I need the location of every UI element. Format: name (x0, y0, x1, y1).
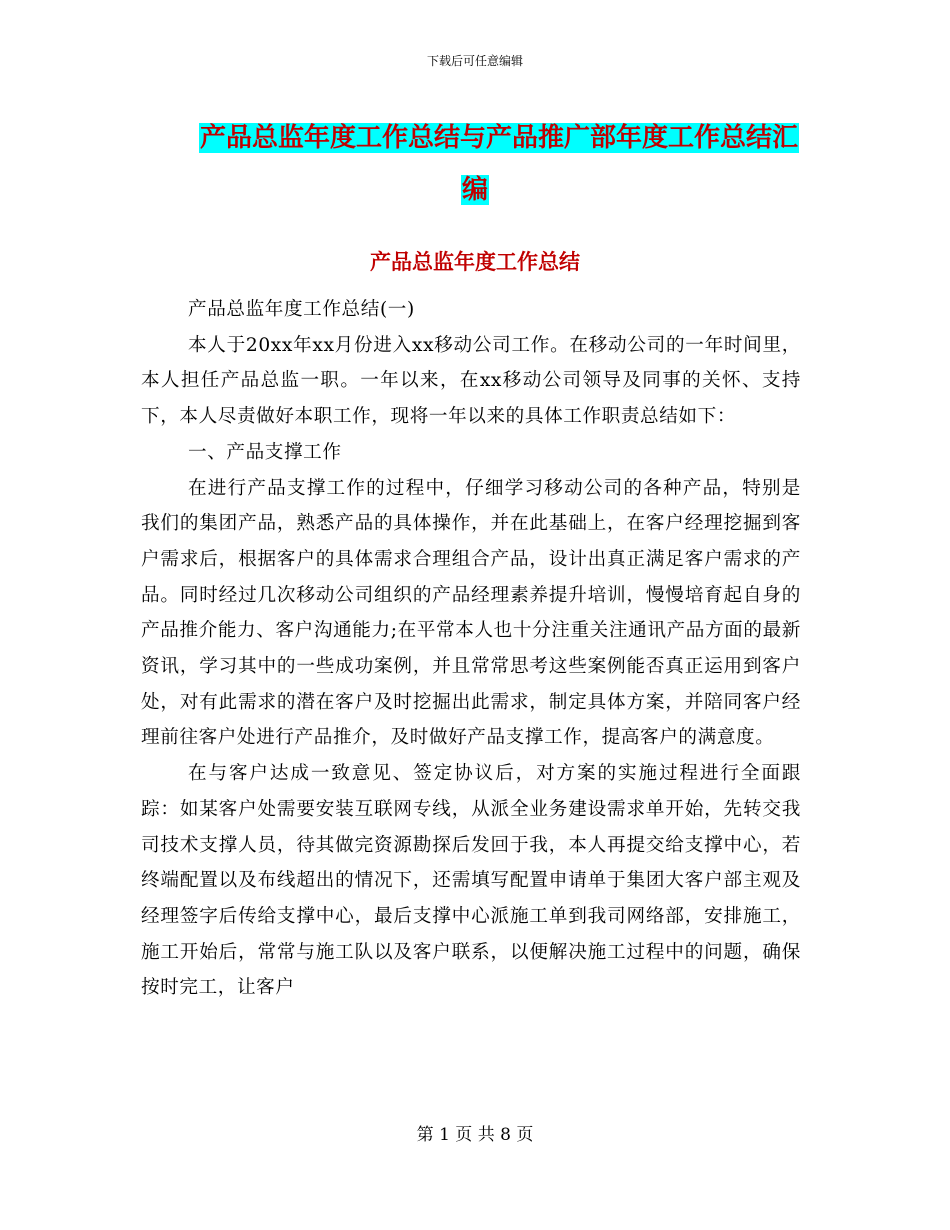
paragraph: 产品总监年度工作总结(一) (188, 299, 415, 320)
section-subtitle: 产品总监年度工作总结 (370, 250, 580, 274)
title-line-1: 产品总监年度工作总结与产品推广部年度工作总结汇 (199, 123, 798, 153)
paragraph: 在与客户达成一致意见、签定协议后，对方案的实施过程进行全面跟踪：如某客户处需要安装互联网专线，从派全业务建设需求单开始，先转交我司技术支撑人员，待其做完资源勘探后发回于我，本人再提交给支撑中心，若终端配置以及布线超出的情况下，还需填写配置申请单于集团大客户部主观及经理签字后传给支撑中心，最后支撑中心派施工单到我司网络部，安排施工，施工开始后，常常与施工队以及客户联系，以便解决施工过程中的问题，确保按时完工，让客户 (141, 763, 801, 999)
paragraph: 本人于20xx年xx月份进入xx移动公司工作。在移动公司的一年时间里，本人担任产品总监一职。一年以来，在xx移动公司领导及同事的关怀、支持下，本人尽责做好本职工作，现将一年以来的具体工作职责总结如下： (141, 334, 801, 428)
document-title (0, 112, 950, 216)
paragraph: 在进行产品支撑工作的过程中，仔细学习移动公司的各种产品，特别是我们的集团产品，熟悉产品的具体操作，并在此基础上，在客户经理挖掘到客户需求后，根据客户的具体需求合理组合产品，设计出真正满足客户需求的产品。同时经过几次移动公司组织的产品经理素养提升培训，慢慢培育起自身的产品推介能力、客户沟通能力;在平常本人也十分注重关注通讯产品方面的最新资讯，学习其中的一些成功案例，并且常常思考这些案例能否真正运用到客户处，对有此需求的潜在客户及时挖掘出此需求，制定具体方案，并陪同客户经理前往客户处进行产品推介，及时做好产品支撑工作，提高客户的满意度。 (141, 477, 801, 749)
page-footer: 第 1 页 共 8 页 (416, 1125, 534, 1145)
paragraph: 一、产品支撑工作 (188, 441, 342, 463)
document-body (141, 292, 801, 1006)
page-header: 下载后可任意编辑 (426, 54, 523, 68)
title-line-2: 编 (461, 175, 488, 205)
